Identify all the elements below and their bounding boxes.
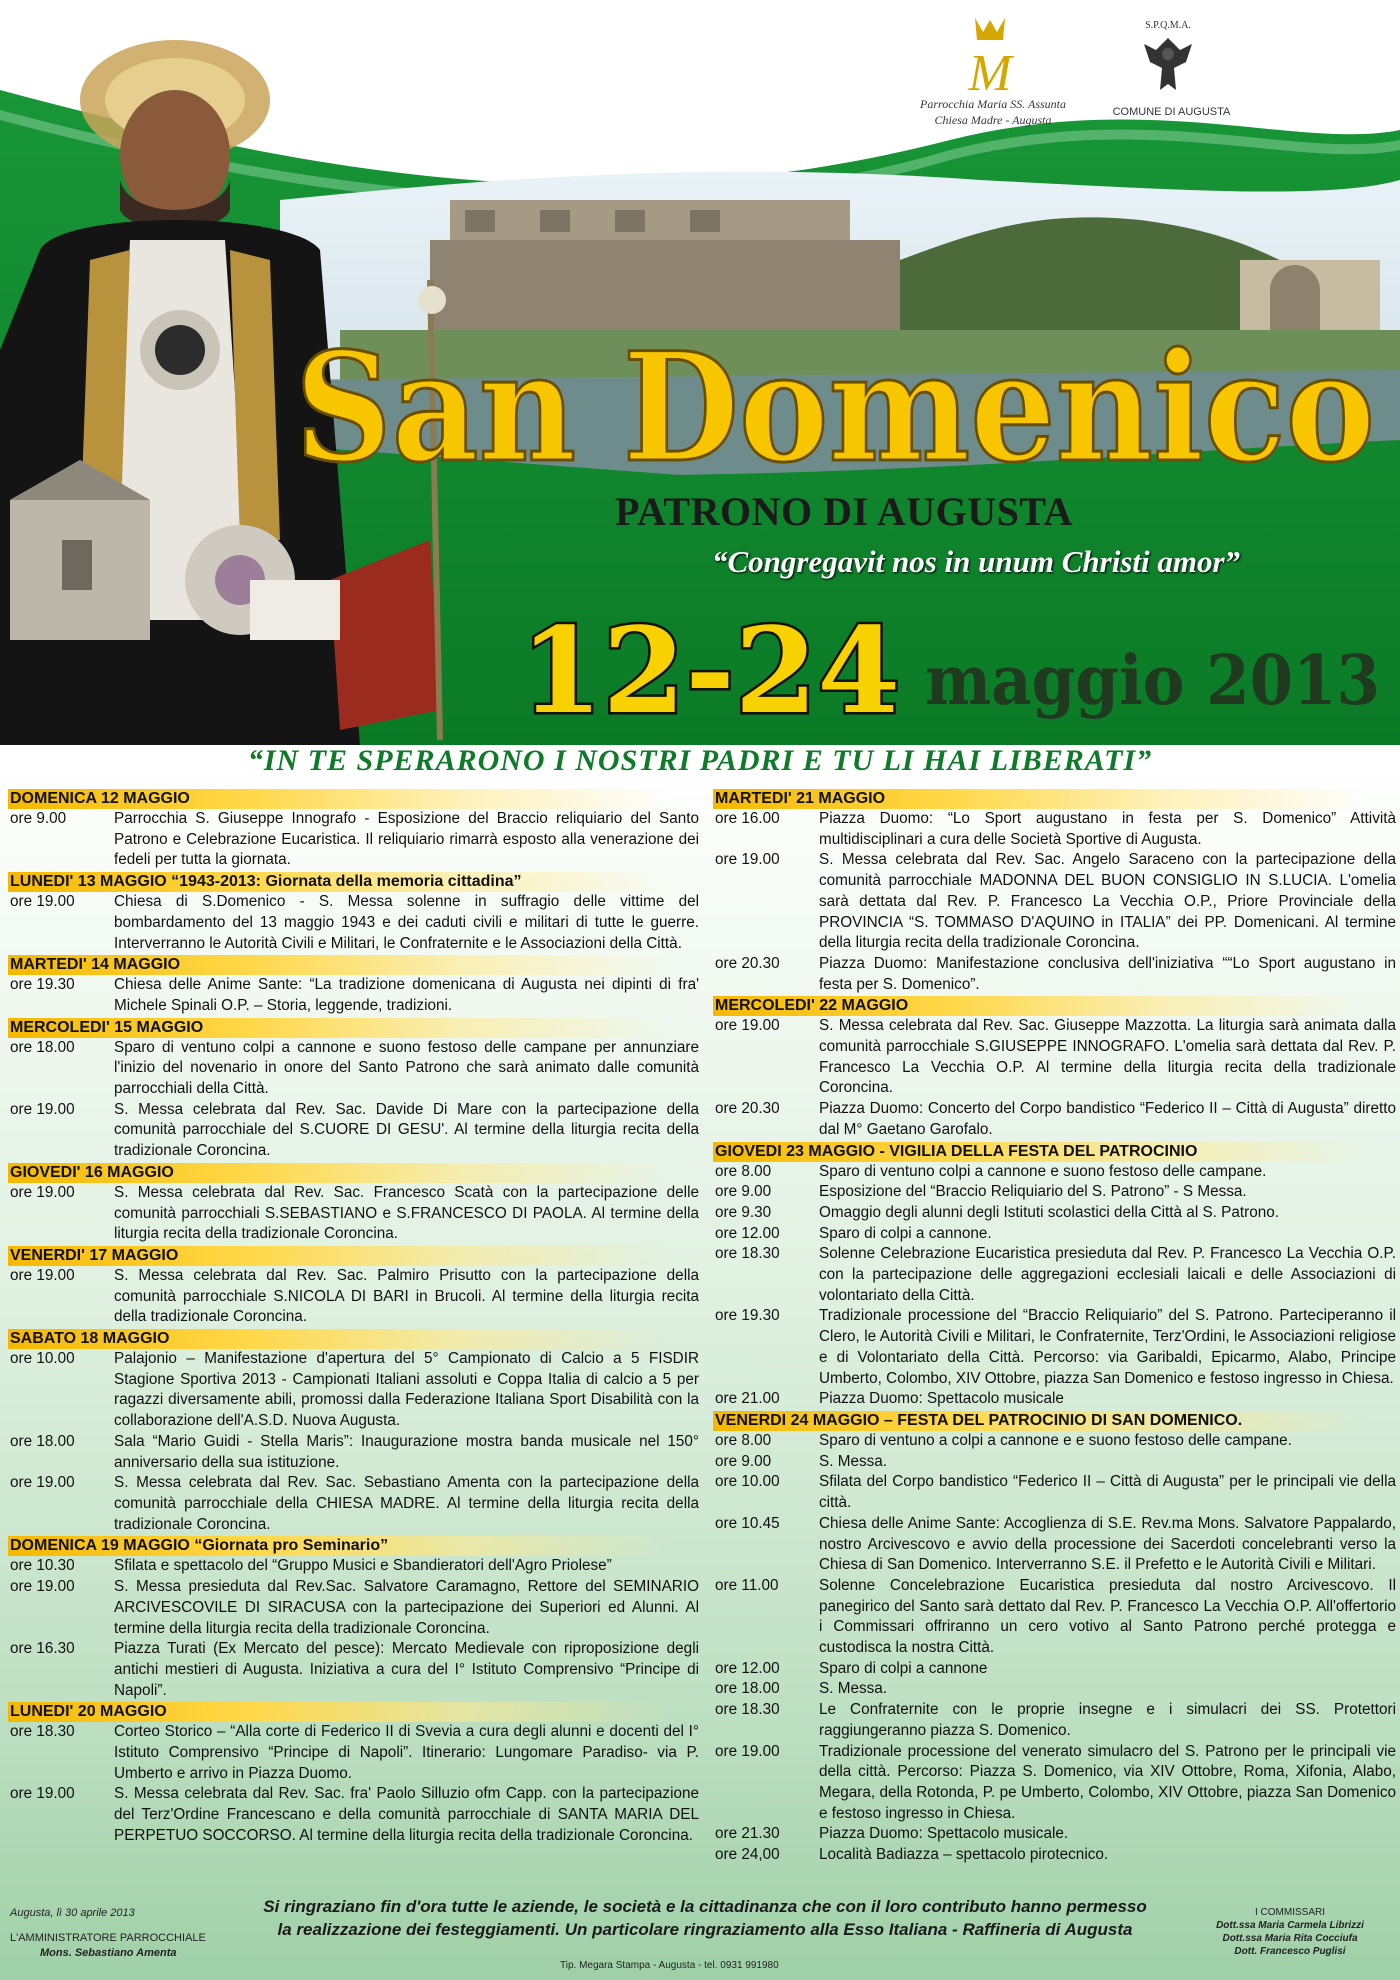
footer-date: Augusta, lì 30 aprile 2013 <box>10 1907 135 1919</box>
event-row <box>713 1514 1400 1576</box>
commissioners-label: I COMMISSARI <box>1254 1907 1325 1918</box>
program-left-column <box>8 788 703 1847</box>
event-time: ore 11.00 <box>715 1576 779 1594</box>
event-description: Parrocchia S. Giuseppe Innografo - Esposizione del Braccio reliquiario del Santo Patrono e Celebrazione Eucaristica. Il reliquiario rimarrà esposto alla venerazione dei fedeli per tutta la giornata. <box>114 810 699 869</box>
event-time: ore 19.00 <box>10 1266 75 1284</box>
event-description: S. Messa. <box>819 1452 888 1470</box>
event-description: S. Messa celebrata dal Rev. Sac. Davide Di Mare con la partecipazione della comunità parrocchiale del S.CUORE DI GESU'. Al termine della liturgia recita della tradizionale Coroncina. <box>114 1100 699 1160</box>
event-time: ore 18.00 <box>10 1038 75 1056</box>
event-row <box>713 1389 1400 1410</box>
event-time: ore 12.00 <box>715 1224 780 1242</box>
event-description: Piazza Duomo: “Lo Sport augustano in festa per S. Domenico” Attività multidisciplinari a cura delle Società Sportive di Augusta. <box>819 810 1396 848</box>
dates-big: 12-24 <box>520 604 900 734</box>
footer-signature <box>10 1906 250 1961</box>
footer-thanks-line1: Si ringraziano fin d'ora tutte le aziende, le società e la cittadinanza che con il loro contributo hanno permesso <box>263 1897 1147 1916</box>
event-row <box>713 1016 1400 1099</box>
event-description: Chiesa delle Anime Sante: “La tradizione domenicana di Augusta nei dipinti di fra' Michele Spinali O.P. – Storia, leggende, tradizioni. <box>114 976 699 1014</box>
title <box>295 300 1395 500</box>
day-header: LUNEDI' 20 MAGGIO <box>8 1702 703 1722</box>
event-description: Sfilata del Corpo bandistico “Federico II – Città di Augusta” per le principali vie della città. <box>819 1473 1396 1512</box>
event-time: ore 9.00 <box>715 1183 772 1201</box>
event-description: Le Confraternite con le proprie insegne e i simulacri dei SS. Protettori raggiungeranno piazza S. Domenico. <box>819 1701 1396 1739</box>
event-time: ore 19.00 <box>715 1017 780 1035</box>
event-row <box>713 1099 1400 1140</box>
event-row <box>8 975 703 1016</box>
event-time: ore 9.30 <box>715 1203 772 1221</box>
event-row <box>713 1224 1400 1245</box>
event-time: ore 19.00 <box>10 1183 75 1201</box>
event-description: Tradizionale processione del “Braccio Reliquiario” del S. Patrono. Parteciperanno il Clero, le Autorità Civili e Militari, le Confraternite, Terz'Ordini, le Associazioni religiose e di Volontariato della Città. Percorso: via Garibaldi, Epicarmo, Alabo, Principe Umberto, Colombo, XIV Ottobre, piazza San Domenico e festoso ingresso in Chiesa. <box>819 1307 1396 1387</box>
comune-eagle-crest-icon <box>1144 20 1192 90</box>
day-header: VENERDI' 17 MAGGIO <box>8 1246 703 1266</box>
event-time: ore 19.00 <box>715 851 780 869</box>
footer-admin-label: L'AMMINISTRATORE PARROCCHIALE <box>10 1932 206 1944</box>
footer-admin-name: Mons. Sebastiano Amenta <box>40 1947 177 1959</box>
logo-left-line2: Chiesa Madre - Augusta <box>934 113 1052 127</box>
logo-left-line1: Parrocchia Maria SS. Assunta <box>920 97 1066 111</box>
footer-thanks-line2: la realizzazione dei festeggiamenti. Un particolare ringraziamento alla Esso Italiana - Raffineria di Augusta <box>277 1920 1133 1939</box>
event-row <box>8 1639 703 1701</box>
event-description: S. Messa celebrata dal Rev. Sac. fra' Paolo Silluzio ofm Capp. con la partecipazione del Terz'Ordine Francescano e della comunità parrocchiale di SANTA MARIA DEL PERPETUO SOCCORSO. Al termine della liturgia recita della tradizionale Coroncina. <box>114 1785 699 1844</box>
event-row <box>8 1100 703 1162</box>
event-row <box>8 1556 703 1577</box>
event-row <box>8 1038 703 1100</box>
event-row <box>713 1431 1400 1452</box>
event-time: ore 10.00 <box>10 1350 75 1368</box>
day-header: SABATO 18 MAGGIO <box>8 1329 703 1349</box>
event-description: Piazza Duomo: Manifestazione conclusiva dell'iniziativa ““Lo Sport augustano in festa per S. Domenico”. <box>819 954 1396 993</box>
event-description: Sparo di ventuno colpi a cannone e suono festoso delle campane. <box>819 1162 1267 1180</box>
event-description: Tradizionale processione del venerato simulacro del S. Patrono per le principali vie della città. Percorso: Piazza S. Domenico, via XIV Ottobre, Roma, Xifonia, Alabo, Megara, della Rotonda, P. pe Umberto, Colombo, XIV Ottobre, piazza San Domenico e festoso ingresso in Chiesa. <box>819 1742 1396 1822</box>
event-description: S. Messa celebrata dal Rev. Sac. Francesco Scatà con la partecipazione delle comunità parrocchiali S.SEBASTIANO e S.FRANCESCO DI PAOLA. Al termine della liturgia recita della tradizionale Coroncina. <box>114 1183 699 1243</box>
event-time: ore 19.00 <box>10 1785 75 1803</box>
event-row <box>713 1742 1400 1825</box>
event-time: ore 16.30 <box>10 1640 75 1658</box>
event-time: ore 8.00 <box>715 1431 772 1449</box>
footer-printer: Tip. Megara Stampa - Augusta - tel. 0931 991980 <box>560 1960 779 1971</box>
event-description: S. Messa presieduta dal Rev.Sac. Salvatore Caramagno, Rettore del SEMINARIO ARCIVESCOVILE DI SIRACUSA con la partecipazione dei Superiori ed Alunni. Al termine della liturgia recita della tradizionale Coroncina. <box>114 1578 699 1637</box>
event-row <box>8 892 703 954</box>
day-header: GIOVEDI 23 MAGGIO - VIGILIA DELLA FESTA DEL PATROCINIO <box>713 1142 1400 1162</box>
event-description: Piazza Duomo: Spettacolo musicale <box>819 1390 1064 1408</box>
event-row <box>8 1473 703 1535</box>
event-row <box>713 1182 1400 1203</box>
event-time: ore 19.30 <box>10 976 75 994</box>
event-description: Solenne Celebrazione Eucaristica presieduta dal Rev. P. Francesco La Vecchia O.P. con la partecipazione delle aggregazioni ecclesiali laicali e delle Associazioni di volontariato della Città. <box>819 1245 1396 1304</box>
event-description: Piazza Turati (Ex Mercato del pesce): Mercato Medievale con riproposizione degli antichi mestieri di Augusta. Iniziativa a cura del I° Istituto Comprensivo “Principe di Napoli”. <box>114 1640 699 1699</box>
event-time: ore 19.00 <box>10 1100 75 1118</box>
event-row <box>713 1203 1400 1224</box>
event-description: Piazza Duomo: Spettacolo musicale. <box>819 1825 1069 1843</box>
event-time: ore 10.00 <box>715 1473 780 1491</box>
event-row <box>8 1577 703 1639</box>
event-time: ore 19.00 <box>10 893 75 911</box>
event-row <box>8 1183 703 1245</box>
event-description: S. Messa celebrata dal Rev. Sac. Sebastiano Amenta con la partecipazione della comunità parrocchiale della CHIESA MADRE. Al termine della liturgia recita della tradizionale Coroncina. <box>114 1474 699 1533</box>
event-row <box>8 1784 703 1846</box>
event-description: Sala “Mario Guidi - Stella Maris”: Inaugurazione mostra banda musicale nel 150° anniversario della sua istituzione. <box>114 1432 699 1471</box>
event-description: Chiesa di S.Domenico - S. Messa solenne in suffragio delle vittime del bombardamento del 13 maggio 1943 e dei caduti civili e militari di tutte le guerre. Interverranno le Autorità Civili e Militari, le Confraternite e le Associazioni della Città. <box>114 893 699 952</box>
event-time: ore 10.45 <box>715 1514 780 1532</box>
footer-commissioners <box>1190 1906 1390 1958</box>
commissioner-name: Dott. Francesco Puglisi <box>1234 1946 1346 1957</box>
day-header: MERCOLEDI' 15 MAGGIO <box>8 1018 703 1038</box>
svg-text:M: M <box>968 45 1012 102</box>
event-row <box>713 1472 1400 1513</box>
event-description: S. Messa celebrata dal Rev. Sac. Palmiro Prisutto con la partecipazione della comunità parrocchiale S.NICOLA DI BARI in Brucoli. Al termine della liturgia recita della tradizionale Coroncina. <box>114 1266 699 1326</box>
logo-right-caption: COMUNE DI AUGUSTA <box>1112 106 1231 118</box>
program-right-column <box>713 788 1400 1866</box>
event-row <box>8 1432 703 1473</box>
event-time: ore 24,00 <box>715 1846 780 1864</box>
event-time: ore 21.30 <box>715 1825 780 1843</box>
event-time: ore 16.00 <box>715 810 780 827</box>
event-description: Solenne Concelebrazione Eucaristica presieduta dal nostro Arcivescovo. Il panegirico del Santo sarà dettato dal Rev. P. Francesco La Vecchia O.P. All'offertorio i Commissari offriranno un cero votivo al Santo Patrono perché protegga e custodisca la nostra Città. <box>819 1576 1396 1657</box>
event-row <box>8 1722 703 1784</box>
event-row <box>713 1162 1400 1183</box>
day-header: VENERDI 24 MAGGIO – FESTA DEL PATROCINIO DI SAN DOMENICO. <box>713 1411 1400 1431</box>
dates-month: maggio 2013 <box>925 641 1380 721</box>
logo-right-top: S.P.Q.M.A. <box>1145 20 1191 31</box>
event-time: ore 21.00 <box>715 1390 780 1408</box>
event-description: S. Messa. <box>819 1680 888 1698</box>
event-description: Sparo di ventuno a colpi a cannone e e suono festoso delle campane. <box>819 1431 1292 1449</box>
day-header: GIOVEDI' 16 MAGGIO <box>8 1163 703 1183</box>
event-row <box>713 1700 1400 1741</box>
title-text: San Domenico <box>295 320 1375 496</box>
event-description: Omaggio degli alunni degli Istituti scolastici della Città al S. Patrono. <box>819 1203 1279 1221</box>
event-description: Sparo di colpi a cannone <box>819 1659 988 1677</box>
event-time: ore 19.30 <box>715 1307 780 1325</box>
event-description: S. Messa celebrata dal Rev. Sac. Angelo Saraceno con la partecipazione della comunità parrocchiale MADONNA DEL BUON CONSIGLIO IN S.LUCIA. L'omelia sarà dettata dal Rev. P. Francesco La Vecchia O.P., Priore Provinciale della PROVINCIA “S. TOMMASO D'AQUINO in ITALIA” dei PP. Domenicani. Al termine della liturgia recita della tradizionale Coroncina. <box>819 851 1396 952</box>
commissioner-name: Dott.ssa Maria Carmela Librizzi <box>1216 1920 1364 1931</box>
event-time: ore 19.00 <box>10 1578 75 1596</box>
event-description: Sfilata e spettacolo del “Gruppo Musici e Sbandieratori dell'Agro Priolese” <box>114 1557 612 1575</box>
event-description: Esposizione del “Braccio Reliquiario del S. Patrono” - S Messa. <box>819 1183 1247 1201</box>
day-header: DOMENICA 19 MAGGIO “Giornata pro Seminario” <box>8 1536 703 1556</box>
dates <box>520 604 1390 734</box>
event-description: S. Messa celebrata dal Rev. Sac. Giuseppe Mazzotta. La liturgia sarà animata dalla comunità parrocchiale S.GIUSEPPE INNOGRAFO. L'omelia sarà dettata dal Rev. P. Francesco La Vecchia O.P. Al termine della liturgia recita della tradizionale Coroncina. <box>819 1017 1396 1097</box>
event-row <box>713 1845 1400 1866</box>
commissioner-name: Dott.ssa Maria Rita Cocciufa <box>1222 1933 1358 1944</box>
event-time: ore 20.30 <box>715 1100 780 1118</box>
event-time: ore 18.00 <box>10 1432 75 1450</box>
parish-crown-monogram-icon <box>967 18 1014 102</box>
event-description: Sparo di ventuno colpi a cannone e suono festoso delle campane per annunziare l'inizio del novenario in onore del Santo Patrono che sarà animato dalle comunità parrocchiali della Città. <box>114 1038 699 1098</box>
footer-thanks <box>230 1895 1180 1941</box>
day-header: MERCOLEDI' 22 MAGGIO <box>713 996 1400 1016</box>
event-row <box>8 809 703 871</box>
header <box>0 0 1400 745</box>
event-row <box>713 809 1400 850</box>
event-time: ore 12.00 <box>715 1659 780 1677</box>
day-header: MARTEDI' 14 MAGGIO <box>8 955 703 975</box>
event-description: Palajonio – Manifestazione d'apertura del 5° Campionato di Calcio a 5 FISDIR Stagione Sportiva 2013 - Campionati Italiani assoluti e Coppa Italia di calcio a 5 per ragazzi diversamente abili, promossi dalla Federazione Italiana Sport Disabilità con la collaborazione dell'A.S.D. Nuova Augusta. <box>114 1350 699 1430</box>
event-time: ore 18.00 <box>715 1680 780 1698</box>
event-row <box>8 1266 703 1328</box>
event-time: ore 10.30 <box>10 1557 75 1575</box>
event-time: ore 19.00 <box>10 1474 75 1492</box>
event-row <box>713 1824 1400 1845</box>
event-row <box>713 1306 1400 1389</box>
logo-left-caption <box>918 96 1068 128</box>
event-time: ore 19.00 <box>715 1742 780 1760</box>
event-time: ore 18.30 <box>715 1245 780 1263</box>
event-row <box>713 954 1400 995</box>
event-time: ore 8.00 <box>715 1162 772 1180</box>
event-time: ore 18.30 <box>715 1701 780 1719</box>
event-row <box>713 1659 1400 1680</box>
banner: “IN TE SPERARONO I NOSTRI PADRI E TU LI HAI LIBERATI” <box>247 744 1153 777</box>
event-row <box>713 1679 1400 1700</box>
event-description: Chiesa delle Anime Sante: Accoglienza di S.E. Rev.ma Mons. Salvatore Pappalardo, nostro Arcivescovo e avvio della processione dei Sacerdoti concelebranti verso la Chiesa di San Domenico. Interverranno S.E. il Prefetto e le Autorità Civili e Militari. <box>819 1514 1396 1574</box>
event-time: ore 18.30 <box>10 1723 75 1741</box>
event-time: ore 9.00 <box>715 1452 772 1470</box>
event-description: Corteo Storico – “Alla corte di Federico II di Svevia a cura degli alunni e docenti del I° Istituto Comprensivo “Principe di Napoli”. Itinerario: Lungomare Paradiso- via P. Umberto e arrivo in Piazza Duomo. <box>114 1723 699 1782</box>
event-description: Località Badiazza – spettacolo pirotecnico. <box>819 1846 1109 1864</box>
event-time: ore 9.00 <box>10 810 67 827</box>
event-row <box>713 1576 1400 1659</box>
event-description: Piazza Duomo: Concerto del Corpo bandistico “Federico II – Città di Augusta” diretto dal M° Gaetano Garofalo. <box>819 1100 1396 1138</box>
subtitle: PATRONO DI AUGUSTA <box>615 489 1073 534</box>
event-description: Sparo di colpi a cannone. <box>819 1224 992 1242</box>
day-header: DOMENICA 12 MAGGIO <box>8 789 703 809</box>
event-time: ore 20.30 <box>715 954 780 972</box>
event-row <box>8 1349 703 1432</box>
event-row <box>713 1244 1400 1306</box>
event-row <box>713 1452 1400 1473</box>
day-header: LUNEDI' 13 MAGGIO “1943-2013: Giornata della memoria cittadina” <box>8 872 703 892</box>
motto: “Congregavit nos in unum Christi amor” <box>712 544 1241 579</box>
event-row <box>713 850 1400 954</box>
day-header: MARTEDI' 21 MAGGIO <box>713 789 1400 809</box>
